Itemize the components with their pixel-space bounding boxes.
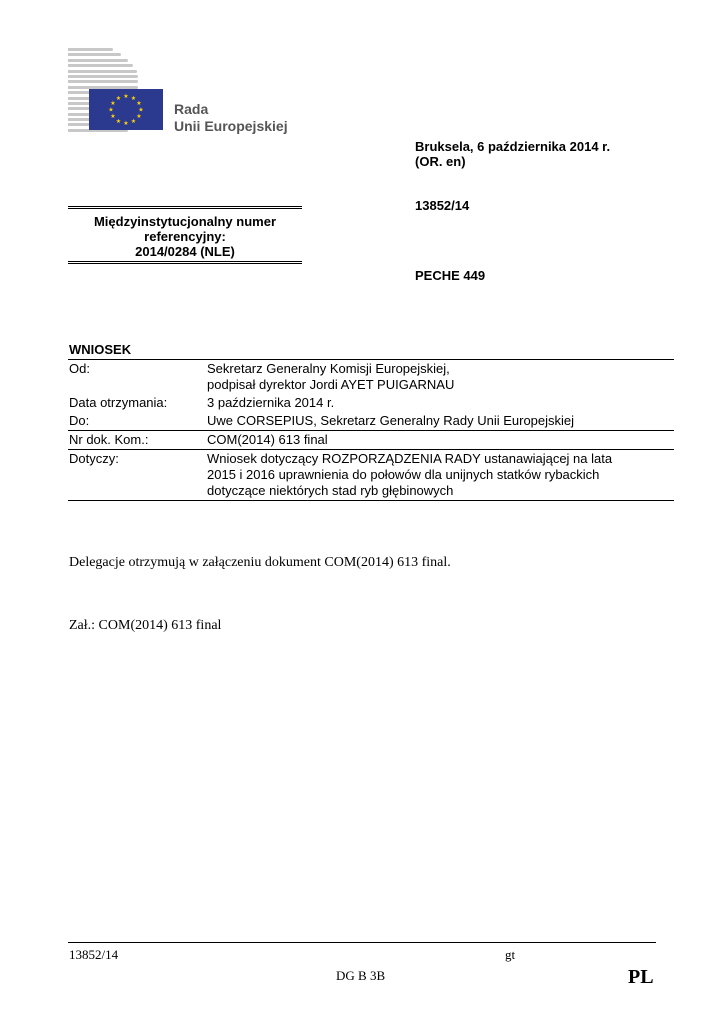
doc-number: 13852/14 — [415, 198, 470, 213]
reference-label-line2: referencyjny: — [144, 229, 226, 244]
row-key: Dotyczy: — [68, 450, 206, 501]
original-language: (OR. en) — [415, 154, 466, 169]
svg-text:★: ★ — [115, 95, 122, 102]
row-value-line: podpisał dyrektor Jordi AYET PUIGARNAU — [207, 377, 455, 392]
svg-text:★: ★ — [123, 93, 129, 100]
reference-value: 2014/0284 (NLE) — [135, 244, 235, 259]
attachment-note: Zał.: COM(2014) 613 final — [69, 618, 222, 633]
transmission-table — [68, 359, 674, 501]
svg-text:★: ★ — [115, 118, 122, 125]
row-value-line: Sekretarz Generalny Komisji Europejskiej, — [207, 361, 450, 376]
doc-type: WNIOSEK — [69, 342, 132, 357]
reference-label-line1: Międzyinstytucjonalny numer — [93, 214, 277, 229]
doc-code: PECHE 449 — [415, 268, 486, 283]
table-row — [68, 431, 674, 450]
svg-text:★: ★ — [123, 120, 129, 127]
divider — [68, 261, 302, 264]
body-paragraph: Delegacje otrzymują w załączeniu dokument COM(2014) 613 final. — [69, 555, 451, 570]
row-value — [206, 450, 674, 501]
row-value: 3 października 2014 r. — [207, 395, 335, 410]
row-value-line: Wniosek dotyczący ROZPORZĄDZENIA RADY ustanawiającej na lata — [207, 451, 613, 466]
eu-flag-icon — [89, 89, 163, 130]
footer-language: PL — [628, 966, 654, 988]
place-date-block — [415, 139, 610, 169]
svg-text:★: ★ — [136, 113, 142, 120]
row-value-line: 2015 i 2016 uprawnienia do połowów dla unijnych statków rybackich — [207, 467, 600, 482]
svg-text:★: ★ — [136, 100, 142, 107]
footer-divider — [68, 942, 656, 943]
footer-doc-number: 13852/14 — [69, 947, 119, 962]
row-value: COM(2014) 613 final — [206, 431, 674, 450]
footer-directorate: DG B 3B — [336, 968, 386, 983]
table-row — [68, 360, 674, 395]
council-name-line2: Unii Europejskiej — [174, 118, 288, 134]
row-key: Do: — [69, 413, 90, 428]
svg-text:★: ★ — [130, 118, 137, 125]
svg-text:★: ★ — [110, 100, 116, 107]
row-value: Uwe CORSEPIUS, Sekretarz Generalny Rady Unii Europejskiej — [207, 413, 575, 428]
row-value-line: dotyczące niektórych stad ryb głębinowych — [207, 483, 454, 498]
table-row — [68, 450, 674, 501]
svg-text:★: ★ — [130, 95, 137, 102]
row-value — [206, 360, 674, 395]
svg-text:★: ★ — [138, 106, 144, 114]
svg-text:★: ★ — [110, 113, 116, 120]
row-key: Od: — [68, 360, 206, 395]
table-row — [68, 394, 674, 412]
table-row — [68, 412, 674, 431]
place-date: Bruksela, 6 października 2014 r. — [415, 139, 611, 154]
council-name — [174, 101, 288, 135]
footer-initials: gt — [505, 947, 516, 962]
svg-text:★: ★ — [108, 106, 114, 114]
row-key: Data otrzymania: — [69, 395, 168, 410]
council-name-line1: Rada — [174, 101, 209, 117]
row-key: Nr dok. Kom.: — [68, 431, 206, 450]
interinstitutional-reference — [68, 206, 302, 265]
